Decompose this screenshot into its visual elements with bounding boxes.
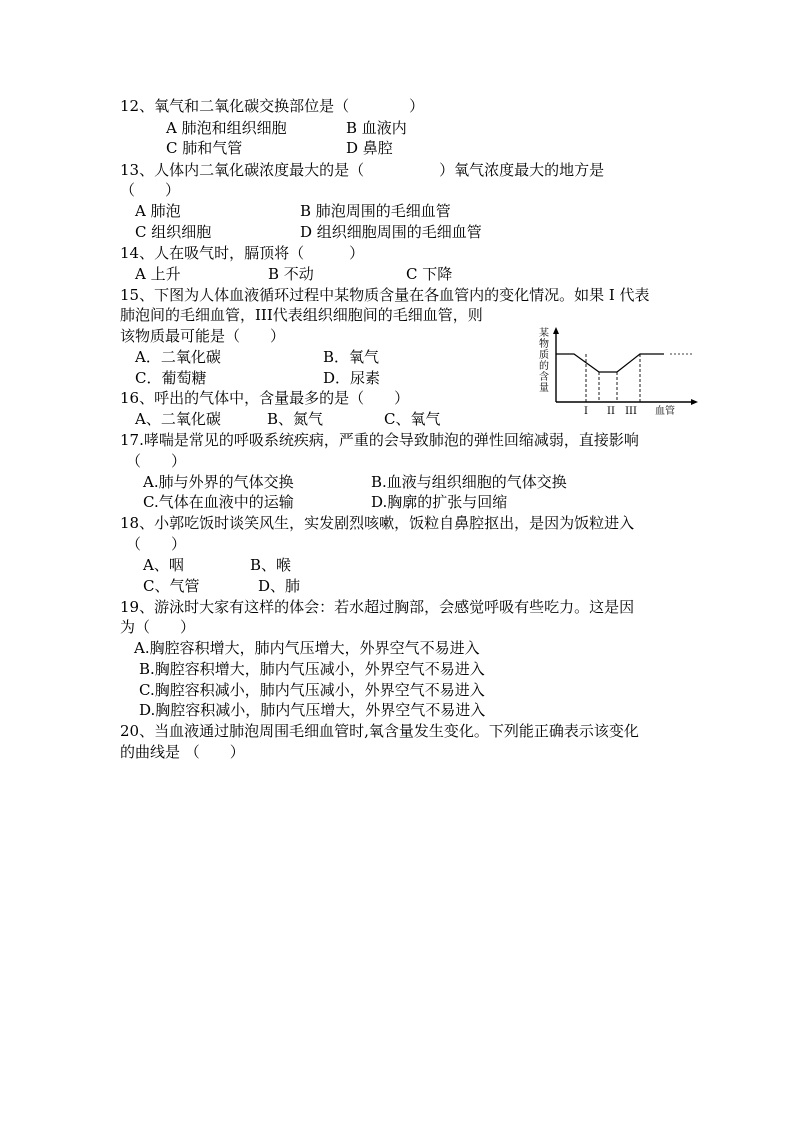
question-19-option-a: A.胸腔容积增大，肺内气压增大，外界空气不易进入 [134,639,480,657]
question-12-option-c: C 肺和气管 [166,139,243,157]
question-15-stem-line1: 15、下图为人体血液循环过程中某物质含量在各血管内的变化情况。如果 I 代表 [120,286,650,304]
question-20-stem-line1: 20、当血液通过肺泡周围毛细血管时,氧含量发生变化。下列能正确表示该变化 [120,722,639,740]
question-17-option-d: D.胸廓的扩张与回缩 [371,493,508,511]
question-19-stem-line2: 为（ ） [120,618,196,636]
question-14-option-b: B 不动 [268,265,314,283]
graph-x-label: 血管 [655,406,675,417]
question-20-stem-line2: 的曲线是 （ ） [120,743,245,761]
graph-y-label-char: 含 [539,372,549,383]
graph-tick-label-i: I [584,406,588,417]
question-16-stem: 16、呼出的气体中，含量最多的是（ ） [120,389,410,407]
question-14-option-a: A 上升 [135,265,181,283]
question-17-stem-line2: （ ） [126,452,187,470]
graph-x-axis-arrow [691,399,698,405]
question-16-option-a: A、二氧化碳 [135,410,221,428]
question-12-option-d: D 鼻腔 [346,139,393,157]
question-13-stem-line2: （ ） [120,181,181,199]
question-15-option-a: A．二氧化碳 [135,348,221,366]
graph-y-label-char: 某 [539,328,549,339]
question-13-option-d: D 组织细胞周围的毛细血管 [300,223,482,241]
question-17-option-c: C.气体在血液中的运输 [143,493,294,511]
question-12-option-b: B 血液内 [346,119,407,137]
question-15-option-d: D．尿素 [323,369,381,387]
question-12-stem: 12、氧气和二氧化碳交换部位是（ ） [120,97,425,115]
question-14-option-c: C 下降 [406,265,453,283]
question-17-stem-line1: 17.哮喘是常见的呼吸系统疾病，严重的会导致肺泡的弹性回缩减弱，直接影响 [120,431,639,449]
question-15-stem-line2: 肺泡间的毛细血管，III代表组织细胞间的毛细血管，则 [120,306,483,324]
question-19-option-b: B.胸腔容积增大，肺内气压减小，外界空气不易进入 [139,660,485,678]
question-18-option-d: D、肺 [258,577,301,595]
question-18-stem-line2: （ ） [126,535,187,553]
question-13-option-b: B 肺泡周围的毛细血管 [300,202,451,220]
question-15-option-b: B．氧气 [323,348,380,366]
substance-content-graph [534,326,706,422]
question-13-option-c: C 组织细胞 [135,223,212,241]
question-19-stem-line1: 19、游泳时大家有这样的体会：若水超过胸部，会感觉呼吸有些吃力。这是因 [120,598,635,616]
question-15-option-c: C．葡萄糖 [135,369,207,387]
question-18-option-b: B、喉 [250,556,292,574]
graph-y-label-char: 的 [539,361,549,372]
graph-curve [556,354,664,372]
graph-y-label [539,326,549,394]
question-19-option-d: D.胸腔容积减小，肺内气压增大，外界空气不易进入 [139,701,486,719]
question-17-option-b: B.血液与组织细胞的气体交换 [371,473,567,491]
question-14-stem: 14、人在吸气时，膈顶将（ ） [120,244,365,262]
question-18-option-c: C、气管 [143,577,200,595]
question-18-option-a: A、咽 [143,556,184,574]
question-16-option-c: C、氧气 [384,410,441,428]
graph-tick-label-ii: II [607,406,615,417]
graph-y-axis-arrow [553,327,559,334]
question-19-option-c: C.胸腔容积减小，肺内气压减小，外界空气不易进入 [139,681,485,699]
graph-y-label-char: 质 [539,350,549,361]
question-12-option-a: A 肺泡和组织细胞 [166,119,287,137]
graph-tick-label-iii: III [625,406,637,417]
question-15-stem-line3: 该物质最可能是（ ） [120,327,286,345]
question-13-option-a: A 肺泡 [135,202,181,220]
graph-y-label-char: 量 [539,383,549,394]
graph-y-label-char: 物 [539,339,549,350]
question-18-stem-line1: 18、小郭吃饭时谈笑风生，实发剧烈咳嗽，饭粒自鼻腔抠出，是因为饭粒进入 [120,514,635,532]
question-17-option-a: A.肺与外界的气体交换 [143,473,294,491]
question-16-option-b: B、氮气 [267,410,324,428]
question-13-stem-line1: 13、人体内二氧化碳浓度最大的是（ ）氧气浓度最大的地方是 [120,161,605,179]
